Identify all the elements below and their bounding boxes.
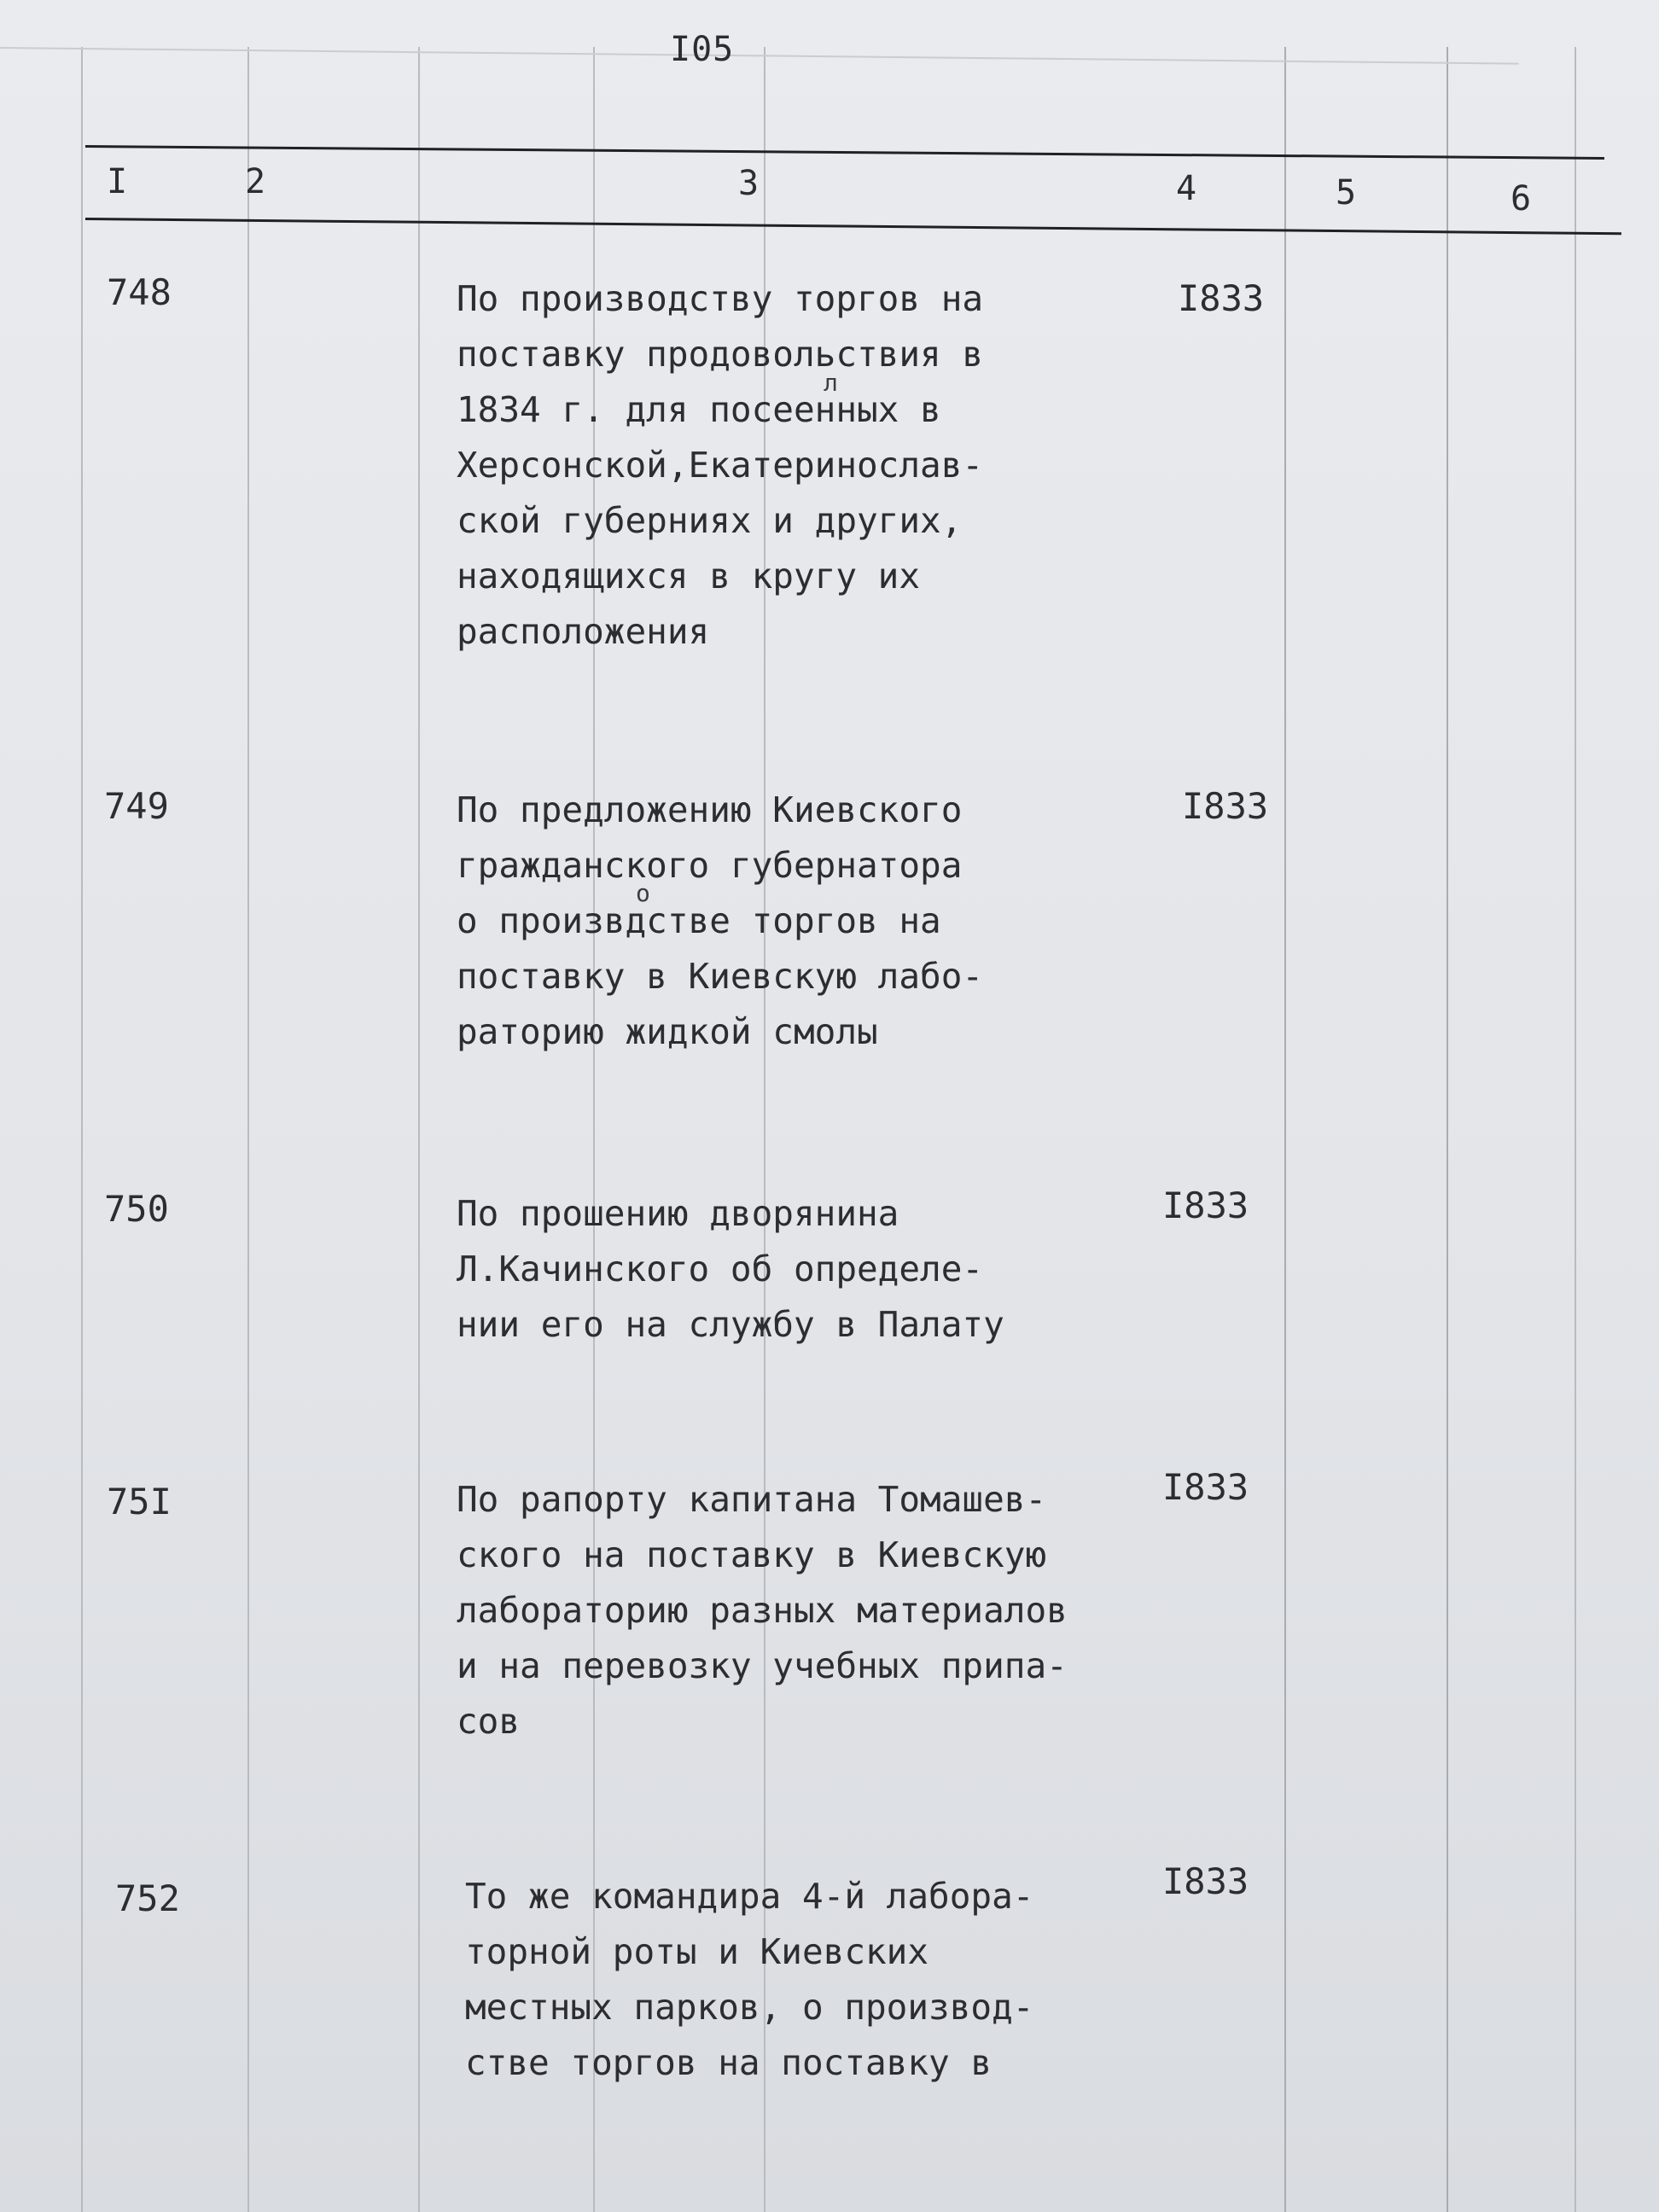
entry-number: 750 xyxy=(104,1188,169,1230)
entry-year: I833 xyxy=(1162,1185,1249,1226)
handwritten-insertion: л xyxy=(824,369,838,397)
entry-year: I833 xyxy=(1178,277,1265,319)
entry-title: По прошению дворянина Л.Качинского об определе- нии его на службу в Палату xyxy=(457,1193,1004,1345)
column-rule xyxy=(247,47,249,2212)
handwritten-insertion: о xyxy=(636,879,650,907)
column-number-5: 5 xyxy=(1336,173,1357,212)
entry-title: По предложению Киевского гражданского губернатора о произвдстве торгов на поставку в Киевскую лабо- раторию жидкой смолы xyxy=(457,789,984,1052)
column-rule xyxy=(81,47,83,2212)
entry-title: То же командира 4-й лабора- торной роты и Киевских местных парков, о производ- стве торгов на поставку в xyxy=(465,1876,1034,2083)
top-rule xyxy=(0,47,1519,65)
entry-year: I833 xyxy=(1162,1860,1249,1902)
page-number: I05 xyxy=(670,30,735,69)
entry-number: 75I xyxy=(107,1481,172,1522)
entry-year: I833 xyxy=(1182,785,1269,827)
entry-title: По производству торгов на поставку продовольствия в 1834 г. для посеенных в Херсонской,Екатеринослав- ской губерниях и других, находящихся в кругу их расположения xyxy=(457,278,984,652)
entry-number: 752 xyxy=(115,1877,180,1919)
column-rule xyxy=(1575,47,1576,2212)
column-number-3: 3 xyxy=(738,164,760,203)
entry-title: По рапорту капитана Томашев- ского на поставку в Киевскую лабораторию разных материалов и на перевозку учебных припа- сов xyxy=(457,1479,1068,1742)
column-number-4: 4 xyxy=(1176,169,1197,208)
entry-number: 748 xyxy=(107,271,172,313)
entry-number: 749 xyxy=(104,785,169,827)
column-number-6: 6 xyxy=(1511,179,1532,218)
header-rule-upper xyxy=(85,145,1604,160)
column-number-2: 2 xyxy=(245,162,266,201)
column-rule xyxy=(1284,47,1286,2212)
column-rule xyxy=(418,47,420,2212)
header-rule-lower xyxy=(85,218,1621,235)
column-number-1: I xyxy=(107,162,128,201)
column-rule xyxy=(1447,47,1448,2212)
entry-year: I833 xyxy=(1162,1466,1249,1508)
